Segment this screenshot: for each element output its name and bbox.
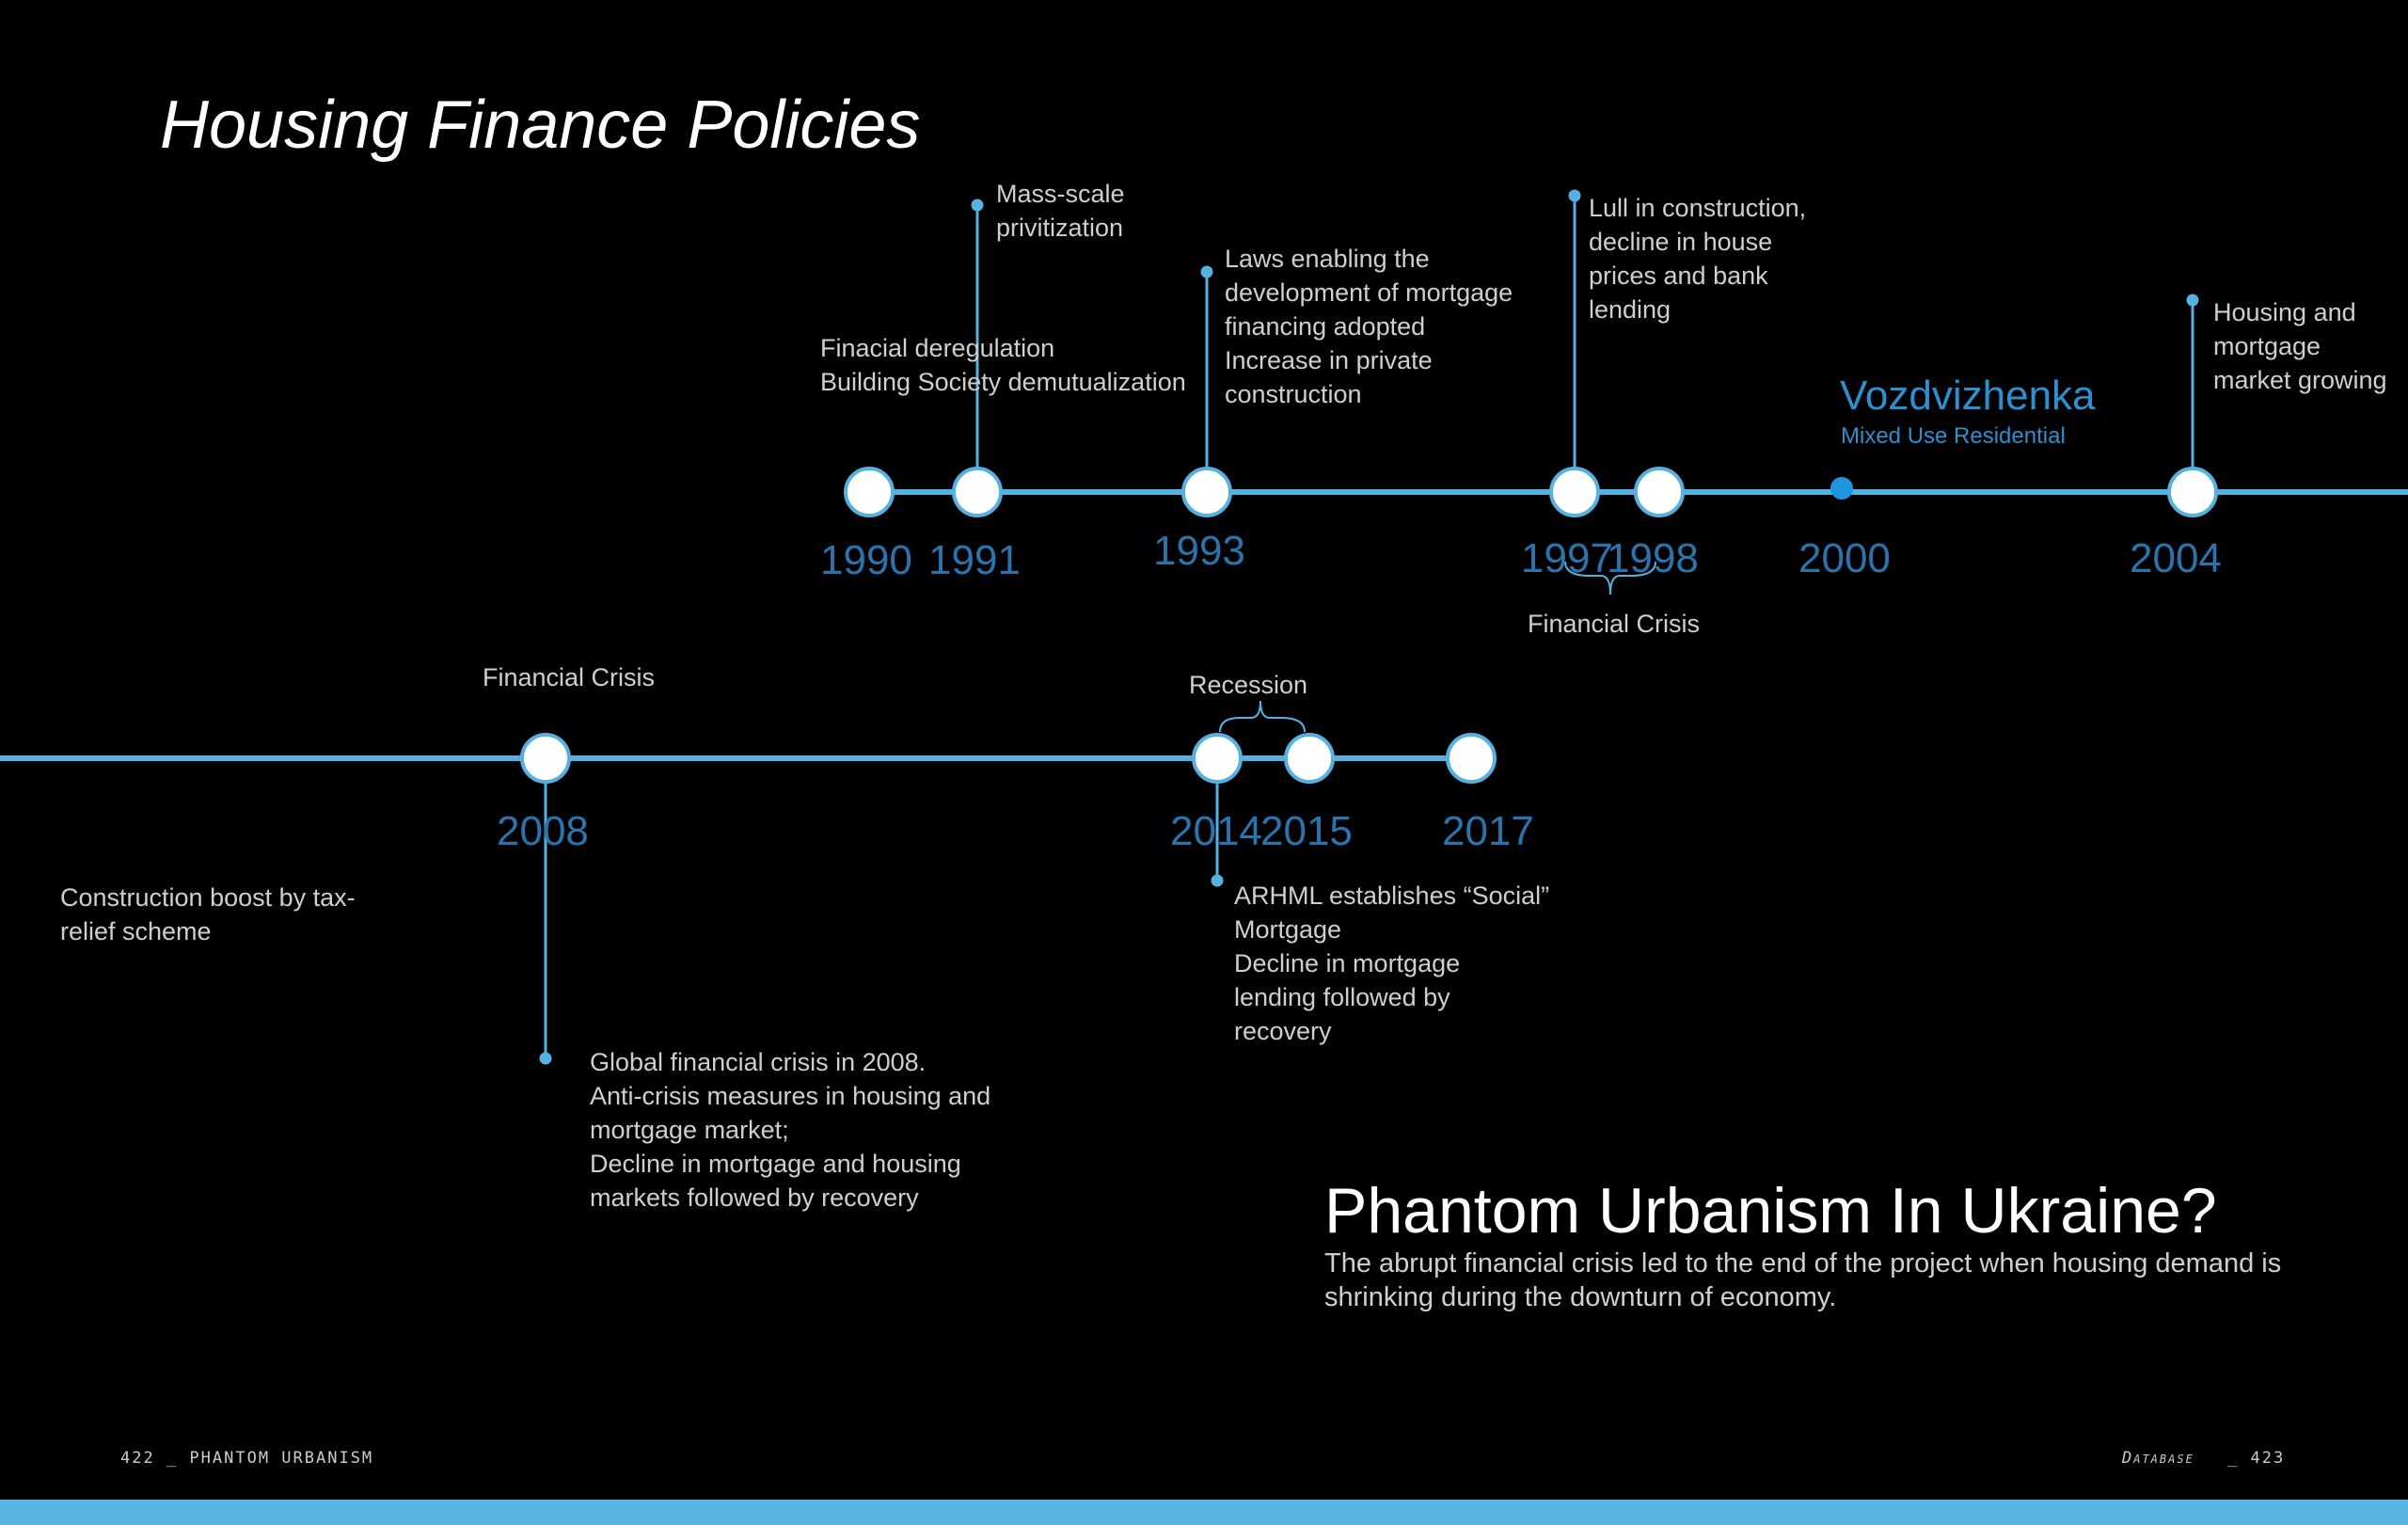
crisis-label-1998: Financial Crisis xyxy=(1528,610,1701,638)
node-1998 xyxy=(1636,469,1683,516)
event-1990: Finacial deregulation Building Society demutualization xyxy=(820,334,1186,396)
leader-dot-1997 xyxy=(1570,191,1579,200)
year-label-2014: 2014 xyxy=(1170,808,1262,854)
recession-label: Recession xyxy=(1189,671,1308,699)
event-1991: Mass-scale privitization xyxy=(996,180,1125,242)
year-label-1991: 1991 xyxy=(928,537,1021,583)
node-2017 xyxy=(1448,735,1495,782)
event-2004: Housing and mortgage market growing xyxy=(2213,298,2387,394)
node-2004 xyxy=(2169,469,2216,516)
footer-left: 422 _ PHANTOM URBANISM xyxy=(120,1449,374,1468)
node-2008 xyxy=(522,735,569,782)
event-2014: ARHML establishes “Social” Mortgage Decline in mortgage lending followed by recovery xyxy=(1234,882,1550,1045)
node-1990 xyxy=(846,469,893,516)
project-name: Vozdvizhenka xyxy=(1840,373,2096,419)
year-label-1993: 1993 xyxy=(1153,528,1245,574)
crisis-label-2008: Financial Crisis xyxy=(483,663,656,691)
bottom-band xyxy=(0,1500,2408,1525)
project-dot-vozdvizhenka xyxy=(1830,477,1853,500)
footer-right-word: Database xyxy=(2122,1449,2194,1468)
footer-right-page: _ 423 xyxy=(2227,1449,2286,1468)
project-type: Mixed Use Residential xyxy=(1841,423,2066,449)
year-label-2000: 2000 xyxy=(1798,535,1891,581)
headline: Phantom Urbanism In Ukraine? xyxy=(1324,1175,2217,1247)
year-label-2008: 2008 xyxy=(497,808,589,854)
year-label-1997: 1997 xyxy=(1521,535,1613,581)
event-1993: Laws enabling the development of mortgage financing adopted Increase in private construction xyxy=(1225,245,1513,408)
recession-brace-2014-2015 xyxy=(1220,701,1305,732)
leader-dot-2008 xyxy=(541,1054,550,1063)
event-2008: Global financial crisis in 2008. Anti-crisis measures in housing and mortgage market; Decline in mortgage and housing markets followed by recovery xyxy=(590,1048,991,1212)
leader-dot-2014 xyxy=(1212,876,1222,885)
node-1993 xyxy=(1183,469,1230,516)
leader-dot-1993 xyxy=(1202,267,1212,277)
node-2015 xyxy=(1286,735,1333,782)
year-label-1990: 1990 xyxy=(820,537,912,583)
node-2014 xyxy=(1194,735,1241,782)
year-label-2004: 2004 xyxy=(2130,535,2222,581)
node-1991 xyxy=(954,469,1001,516)
node-1997 xyxy=(1551,469,1598,516)
event-1997: Lull in construction, decline in house prices and bank lending xyxy=(1589,194,1807,324)
year-label-2015: 2015 xyxy=(1260,808,1353,854)
event-tax-relief: Construction boost by tax- relief scheme xyxy=(60,883,356,945)
year-label-2017: 2017 xyxy=(1442,808,1534,854)
leader-dot-1991 xyxy=(973,200,982,210)
leader-dot-2004 xyxy=(2188,295,2197,305)
page-title: Housing Finance Policies xyxy=(160,87,921,163)
year-label-1998: 1998 xyxy=(1607,535,1699,581)
subheadline: The abrupt financial crisis led to the end of the project when housing demand is shrinking during the downturn of economy. xyxy=(1324,1248,2282,1312)
